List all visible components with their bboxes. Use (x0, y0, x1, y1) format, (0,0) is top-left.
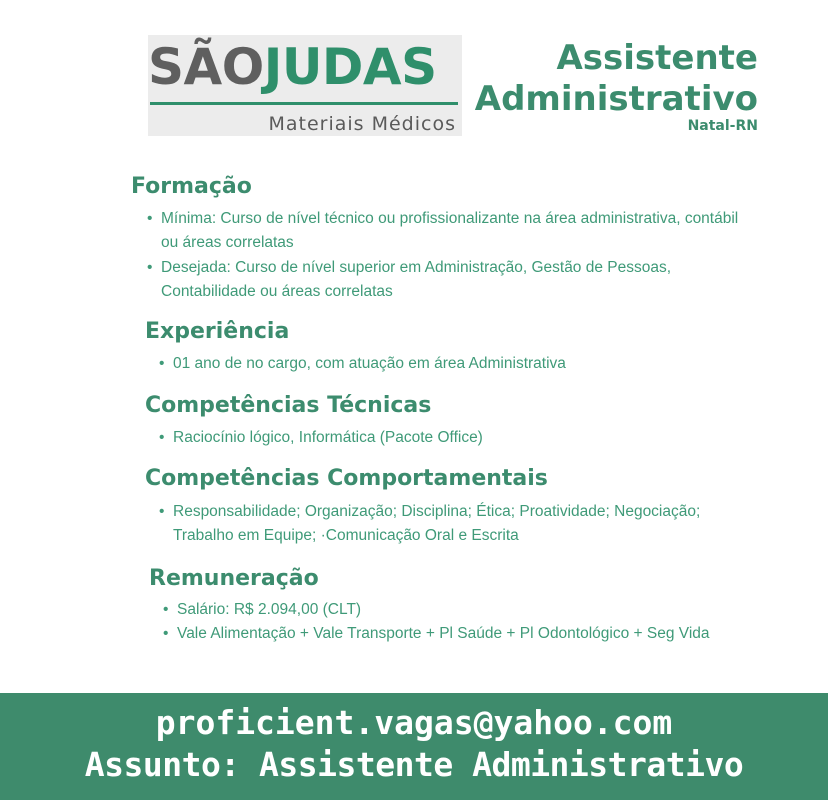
list-item-text: Vale Alimentação + Vale Transporte + Pl Saúde + Pl Odontológico + Seg Vida (177, 625, 710, 642)
bullet-icon: • (163, 625, 169, 642)
section-title-tecnicas: Competências Técnicas (145, 393, 432, 418)
list-item-text: Responsabilidade; Organização; Disciplina; Ética; Proatividade; Negociação; Trabalho em Equipe; ·Comunicação Oral e Escrita (173, 503, 701, 544)
bullet-icon: • (147, 259, 153, 276)
list-item-text: Desejada: Curso de nível superior em Administração, Gestão de Pessoas, Contabilidade ou áreas correlatas (161, 259, 672, 300)
contact-footer (0, 693, 828, 800)
list-item (163, 598, 763, 622)
section-title-remuneracao: Remuneração (149, 566, 319, 591)
logo-tagline: Materiais Médicos (268, 113, 456, 135)
section-title-comportamentais: Competências Comportamentais (145, 466, 548, 491)
list-item (147, 207, 757, 255)
list-item (163, 622, 773, 646)
bullet-icon: • (147, 210, 153, 227)
bullet-icon: • (163, 601, 169, 618)
job-title-line2: Administrativo (474, 79, 758, 119)
contact-subject: Assunto: Assistente Administrativo (84, 745, 744, 784)
company-logo (148, 35, 462, 136)
logo-divider (150, 102, 458, 105)
section-title-formacao: Formação (131, 174, 252, 199)
list-item-text: Salário: R$ 2.094,00 (CLT) (177, 601, 362, 618)
list-item (147, 256, 757, 304)
logo-wordmark (148, 39, 437, 95)
contact-email[interactable]: proficient.vagas@yahoo.com (155, 703, 673, 742)
job-location: Natal-RN (687, 118, 758, 134)
section-title-experiencia: Experiência (145, 319, 290, 344)
bullet-icon: • (159, 429, 165, 446)
list-item-text: 01 ano de no cargo, com atuação em área Administrativa (173, 355, 566, 372)
bullet-icon: • (159, 355, 165, 372)
logo-brand-left: SÃO (148, 38, 264, 96)
list-item (159, 426, 759, 450)
job-title (475, 38, 758, 120)
bullet-icon: • (159, 503, 165, 520)
list-item-text: Mínima: Curso de nível técnico ou profissionalizante na área administrativa, contábil ou áreas correlatas (161, 210, 739, 251)
job-title-line1: Assistente (556, 38, 758, 78)
list-item-text: Raciocínio lógico, Informática (Pacote Office) (173, 429, 483, 446)
list-item (159, 500, 764, 548)
list-item (159, 352, 759, 376)
logo-brand-right: JUDAS (263, 38, 437, 96)
